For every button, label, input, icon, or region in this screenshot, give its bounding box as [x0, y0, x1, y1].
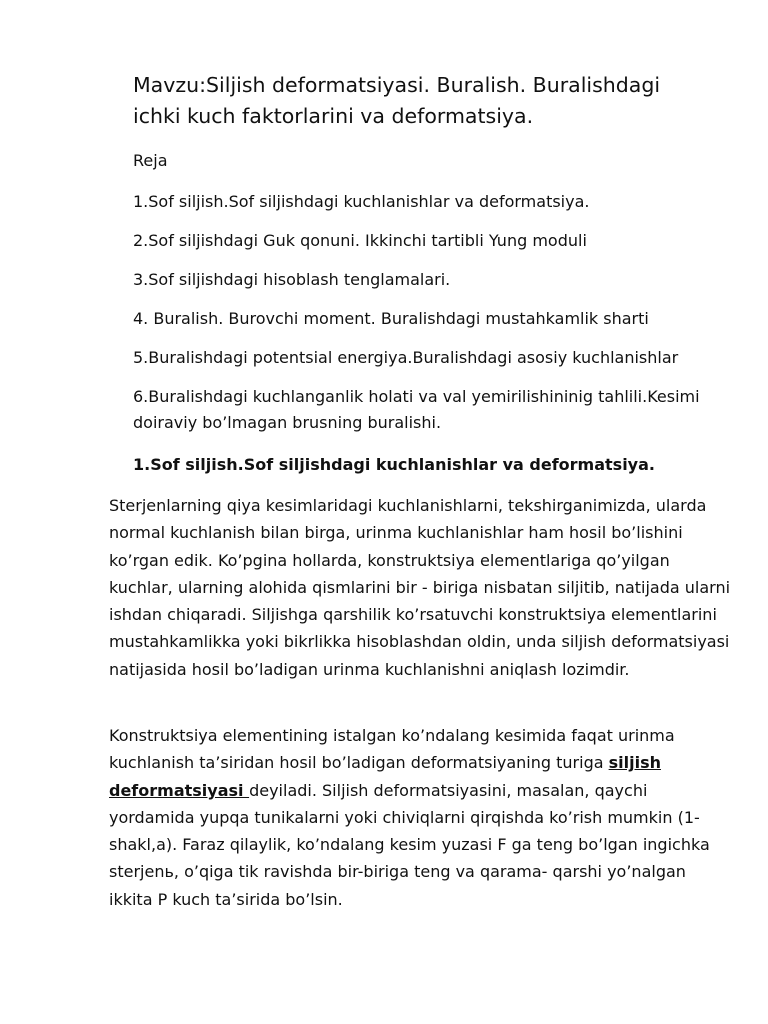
- paragraph-text: Konstruktsiya elementining istalgan ko’ndalang kesimida faqat urinma kuchlanish ta’siridan hosil bo’ladigan deformatsiyaning turiga: [109, 726, 675, 773]
- paragraph-text: deyiladi. Siljish deformatsiyasini, masalan, qaychi yordamida yupqa tunikalarni yoki chiviqlarni qirqishda ko’rish mumkin (1-shakl,a). Faraz qilaylik, ko’ndalang kesim yuzasi F ga teng bo’lgan ingichka sterjenь, o’qiga tik ravishda bir-biriga teng va qarama- qarshi yo’nalgan ikkita P kuch ta’sirida bo’lsin.: [109, 780, 710, 909]
- plan-item: 5.Buralishdagi potentsial energiya.Buralishdagi asosiy kuchlanishlar: [133, 348, 679, 367]
- plan-label: Reja: [133, 151, 168, 170]
- body-paragraph: Sterjenlarning qiya kesimlaridagi kuchlanishlarni, tekshirganimizda, ularda normal kuchlanish bilan birga, urinma kuchlanishlar ham hosil bo’lishini ko’rgan edik. Ko’pgina hollarda, konstruktsiya elementlariga qo’yilgan kuchlar, ularning alohida qismlarini bir - biriga nisbatan siljitib, natijada ularni ishdan chiqaradi. Siljishga qarshilik ko’rsatuvchi konstruktsiya elementlarini mustahkamlikka yoki bikrlikka hisoblashdan oldin, unda siljish deformatsiyasi natijasida hosil bo’ladigan urinma kuchlanishni aniqlash lozimdir.: [109, 496, 731, 679]
- plan-item: 4. Buralish. Burovchi moment. Buralishdagi mustahkamlik sharti: [133, 309, 649, 328]
- defined-term: siljish deformatsiyasi: [109, 753, 661, 800]
- plan-item: 6.Buralishdagi kuchlanganlik holati va val yemirilishininig tahlili.Kesimi doiraviy bo’lmagan brusning buralishi.: [133, 387, 700, 432]
- document-title: Mavzu:Siljish deformatsiyasi. Buralish. Buralishdagi ichki kuch faktorlarini va deformatsiya.: [133, 73, 661, 128]
- section-heading: 1.Sof siljish.Sof siljishdagi kuchlanishlar va deformatsiya.: [133, 455, 655, 474]
- body-paragraph: [109, 722, 734, 913]
- plan-item: 3.Sof siljishdagi hisoblash tenglamalari.: [133, 270, 451, 289]
- plan-item: 1.Sof siljish.Sof siljishdagi kuchlanishlar va deformatsiya.: [133, 192, 590, 211]
- plan-item: 2.Sof siljishdagi Guk qonuni. Ikkinchi tartibli Yung moduli: [133, 231, 587, 250]
- plan-list: [133, 189, 723, 449]
